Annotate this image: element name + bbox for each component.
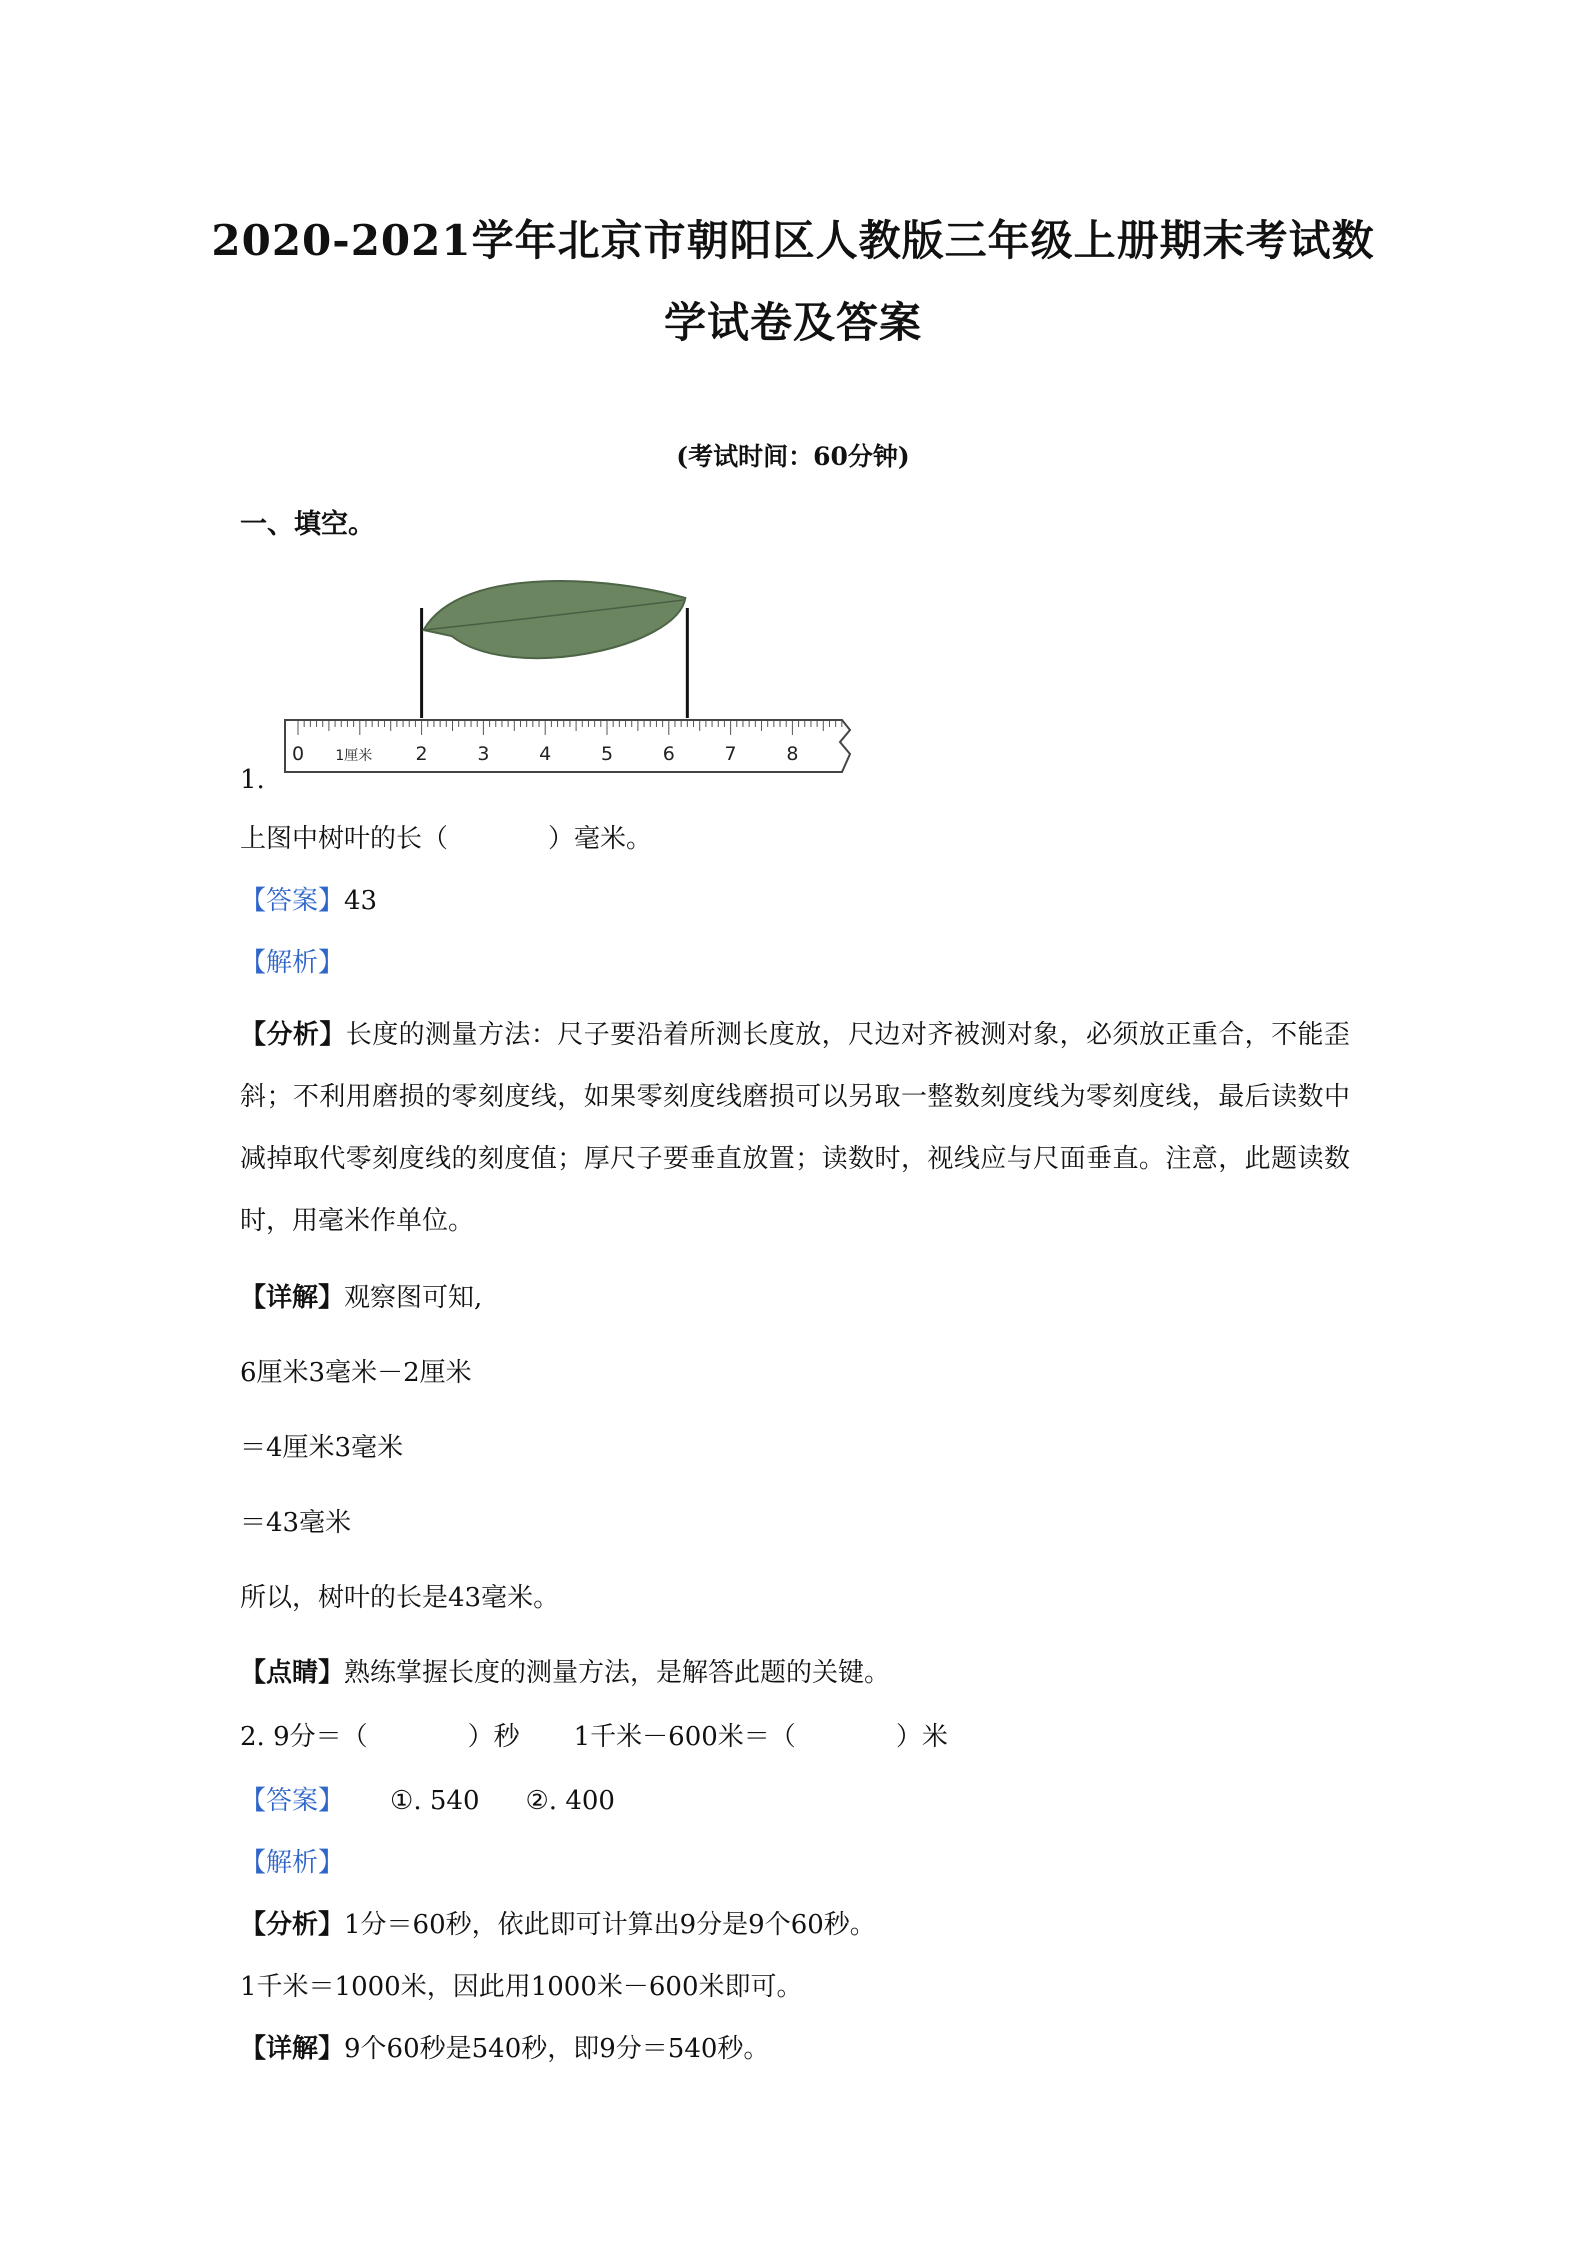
fenxi-tag: 【分析】 [240,1910,345,1940]
ruler-label: 3 [477,743,490,765]
question-1-text-before: 上图中树叶的长（ [240,824,449,854]
q2-part2-before: 1千米－600米＝（ [573,1722,796,1752]
ruler-label: 7 [724,743,737,765]
question-1-text [240,818,652,855]
q2-part1-before: 2. 9分＝（ [240,1722,368,1752]
q1-answer-line [240,880,377,917]
q1-calc-step-2: ＝4厘米3毫米 [240,1433,404,1463]
q2-answer-1: ①. 540 [390,1786,480,1816]
answer-tag: 【答案】 [240,1786,345,1816]
q1-conclusion: 所以，树叶的长是43毫米。 [240,1583,560,1613]
page-title-line2: 学试卷及答案 [663,298,922,347]
q2-analysis-line-2: 1千米＝1000米，因此用1000米－600米即可。 [240,1972,803,2002]
q1-analysis-tag: 【解析】 [240,948,345,978]
dianjing-text: 熟练掌握长度的测量方法，是解答此题的关键。 [344,1658,891,1688]
q2-analysis-line-1 [240,1904,876,1941]
xiangjie-tag: 【详解】 [240,1283,345,1313]
answer-tag: 【答案】 [240,886,345,916]
fenxi-text: 长度的测量方法：尺子要沿着所测长度放，尺边对齐被测对象，必须放正重合，不能歪斜；不利用磨损的零刻度线，如果零刻度线磨损可以另取一整数刻度线为零刻度线，最后读数中减掉取代零刻度线的刻度值；厚尺子要垂直放置；读数时，视线应与尺面垂直。注意，此题读数时，用毫米作单位。 [240,1020,1350,1236]
q2-detail-line [240,2028,769,2065]
q2-part1-after: ）秒 [467,1722,520,1752]
page-title-line1: 2020-2021学年北京市朝阳区人教版三年级上册期末考试数 [211,216,1375,265]
question-1-number: 1. [240,765,265,795]
ruler-label: 8 [786,743,799,765]
ruler-label: 4 [539,743,552,765]
ruler-label: 2 [415,743,428,765]
ruler [285,720,850,772]
section-heading-fill-in: 一、填空。 [240,509,375,540]
fenxi-text: 1分＝60秒，依此即可计算出9分是9个60秒。 [344,1910,876,1940]
q1-answer-value: 43 [344,886,378,916]
xiangjie-tag: 【详解】 [240,2034,345,2064]
exam-time: (考试时间：60分钟) [676,442,910,471]
q1-analysis-paragraph [240,1004,1350,1252]
fenxi-tag: 【分析】 [240,1020,346,1050]
xiangjie-text: 9个60秒是540秒，即9分＝540秒。 [344,2034,770,2064]
q1-detail-line [240,1277,482,1314]
q2-analysis-tag: 【解析】 [240,1848,345,1878]
leaf-image [422,581,688,718]
leaf-ruler-figure [282,550,862,780]
q1-key-point [240,1652,890,1689]
q1-calc-step-3: ＝43毫米 [240,1508,352,1538]
question-2-text [240,1716,948,1753]
dianjing-tag: 【点睛】 [240,1658,345,1688]
q2-answer-2: ②. 400 [525,1786,615,1816]
q2-answer-line [240,1780,615,1817]
ruler-label: 5 [600,743,614,765]
q2-part2-after: ）米 [895,1722,948,1752]
ruler-label: 0 [291,743,305,765]
ruler-label: 1厘米 [335,748,373,764]
ruler-body [285,720,850,772]
leaf-shape [424,581,686,658]
xiangjie-text: 观察图可知, [344,1283,483,1313]
q1-calc-step-1: 6厘米3毫米－2厘米 [240,1358,472,1388]
ruler-label: 6 [662,743,675,765]
question-1-text-after: ）毫米。 [548,824,653,854]
